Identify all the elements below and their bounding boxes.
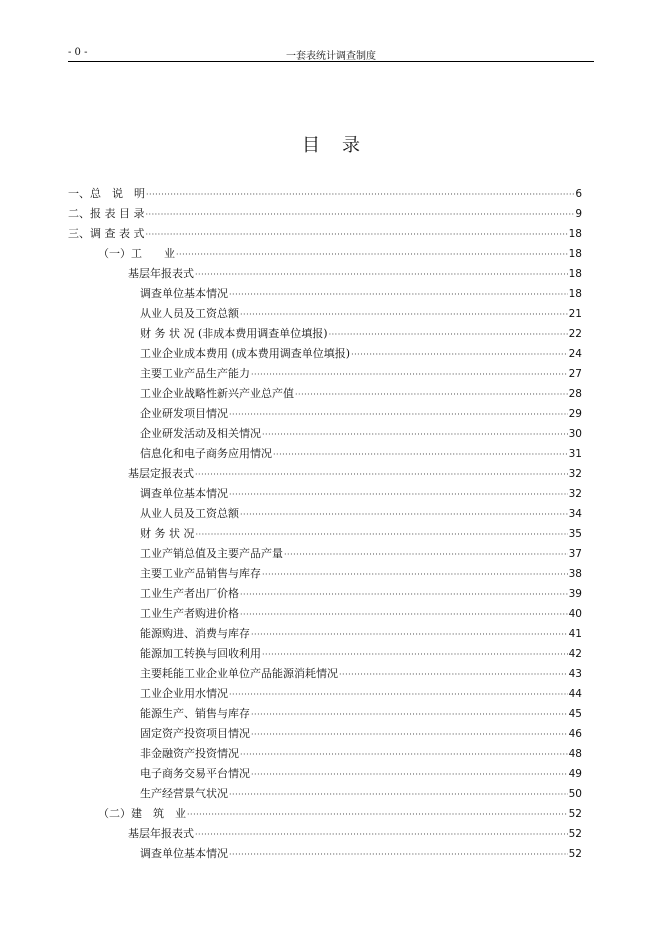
dot-leader — [262, 645, 568, 665]
toc-entry[interactable] — [68, 644, 582, 664]
toc-entry-label: 基层年报表式 — [128, 267, 194, 280]
dot-leader — [262, 425, 568, 445]
toc-entry-page: 18 — [568, 268, 582, 280]
toc-entry-page: 18 — [568, 248, 582, 260]
toc-entry[interactable] — [68, 224, 582, 244]
toc-entry-page: 18 — [568, 288, 582, 300]
toc-entry[interactable] — [68, 524, 582, 544]
dot-leader — [229, 405, 568, 425]
toc-entry[interactable] — [68, 604, 582, 624]
dot-leader — [240, 605, 568, 625]
dot-leader — [351, 345, 568, 365]
toc-entry-page: 52 — [568, 808, 582, 820]
toc-entry-label: 基层年报表式 — [128, 827, 194, 840]
dot-leader — [251, 705, 568, 725]
toc-title: 目录 — [302, 135, 382, 156]
dot-leader — [295, 385, 568, 405]
toc-entry-label: 二、报 表 目 录 — [68, 207, 145, 220]
toc-entry-page: 40 — [568, 608, 582, 620]
toc-entry[interactable] — [68, 624, 582, 644]
toc-entry-page: 50 — [568, 788, 582, 800]
toc-entry-label: 调查单位基本情况 — [140, 287, 228, 300]
toc-entry[interactable] — [68, 444, 582, 464]
toc-entry-label: 一、总 说 明 — [68, 187, 145, 200]
toc-entry[interactable] — [68, 184, 582, 204]
toc-entry-page: 48 — [568, 748, 582, 760]
toc-entry-page: 42 — [568, 648, 582, 660]
dot-leader — [146, 185, 574, 205]
toc-entry-page: 52 — [568, 828, 582, 840]
toc-entry-label: 调查单位基本情况 — [140, 847, 228, 860]
toc-entry[interactable] — [68, 704, 582, 724]
toc-entry-page: 38 — [568, 568, 582, 580]
toc-entry-page: 49 — [568, 768, 582, 780]
dot-leader — [146, 205, 575, 225]
toc-entry-page: 32 — [568, 488, 582, 500]
toc-entry[interactable] — [68, 684, 582, 704]
toc-entry[interactable] — [68, 304, 582, 324]
toc-entry-page: 30 — [568, 428, 582, 440]
toc-entry-page: 45 — [568, 708, 582, 720]
toc-entry[interactable] — [68, 284, 582, 304]
toc-entry[interactable] — [68, 544, 582, 564]
toc-entry-label: 财 务 状 况 (非成本费用调查单位填报) — [140, 327, 328, 340]
dot-leader — [229, 845, 568, 865]
toc-entry-label: 调查单位基本情况 — [140, 487, 228, 500]
toc-entry-label: 能源购进、消费与库存 — [140, 627, 250, 640]
toc-entry-page: 41 — [568, 628, 582, 640]
toc-entry-page: 44 — [568, 688, 582, 700]
toc-entry-label: 企业研发项目情况 — [140, 407, 228, 420]
toc-entry-page: 43 — [568, 668, 582, 680]
toc-entry-label: 工业企业成本费用 (成本费用调查单位填报) — [140, 347, 351, 360]
toc-entry-page: 34 — [568, 508, 582, 520]
toc-entry[interactable] — [68, 464, 582, 484]
toc-entry-label: 工业产销总值及主要产品产量 — [140, 547, 283, 560]
toc-entry-page: 28 — [568, 388, 582, 400]
toc-entry-page: 46 — [568, 728, 582, 740]
toc-entry-label: （一）工 业 — [98, 247, 175, 260]
toc-entry-label: 财 务 状 况 — [140, 527, 195, 540]
toc-entry[interactable] — [68, 664, 582, 684]
toc-entry-label: 固定资产投资项目情况 — [140, 727, 250, 740]
toc-entry-label: 生产经营景气状况 — [140, 787, 228, 800]
toc-entry[interactable] — [68, 324, 582, 344]
toc-entry-page: 32 — [568, 468, 582, 480]
dot-leader — [196, 525, 568, 545]
toc-entry[interactable] — [68, 364, 582, 384]
toc-entry-label: 基层定报表式 — [128, 467, 194, 480]
toc-entry[interactable] — [68, 784, 582, 804]
toc-entry[interactable] — [68, 504, 582, 524]
toc-entry[interactable] — [68, 744, 582, 764]
toc-entry-label: 三、调 查 表 式 — [68, 227, 145, 240]
dot-leader — [176, 245, 568, 265]
toc-entry[interactable] — [68, 724, 582, 744]
dot-leader — [187, 805, 568, 825]
toc-entry-page: 37 — [568, 548, 582, 560]
toc-entry-page: 18 — [568, 228, 582, 240]
toc-entry[interactable] — [68, 804, 582, 824]
toc-entry[interactable] — [68, 584, 582, 604]
header-title: 一套表统计调查制度 — [286, 51, 376, 62]
toc-entry-label: 主要耗能工业企业单位产品能源消耗情况 — [140, 667, 338, 680]
toc-entry[interactable] — [68, 564, 582, 584]
dot-leader — [240, 585, 568, 605]
toc-entry-page: 31 — [568, 448, 582, 460]
dot-leader — [284, 545, 568, 565]
toc-entry-label: 企业研发活动及相关情况 — [140, 427, 261, 440]
toc-entry[interactable] — [68, 344, 582, 364]
toc-entry-page: 9 — [575, 208, 582, 220]
toc-entry-label: 能源生产、销售与库存 — [140, 707, 250, 720]
dot-leader — [273, 445, 568, 465]
table-of-contents — [68, 184, 582, 864]
toc-entry-label: 电子商务交易平台情况 — [140, 767, 250, 780]
dot-leader — [251, 725, 568, 745]
toc-entry-page: 6 — [575, 188, 582, 200]
toc-entry-label: 工业企业用水情况 — [140, 687, 228, 700]
dot-leader — [229, 685, 568, 705]
toc-entry[interactable] — [68, 764, 582, 784]
toc-entry-page: 27 — [568, 368, 582, 380]
toc-entry[interactable] — [68, 484, 582, 504]
dot-leader — [240, 305, 568, 325]
toc-entry-page: 52 — [568, 848, 582, 860]
toc-entry-label: 信息化和电子商务应用情况 — [140, 447, 272, 460]
toc-entry-page: 24 — [568, 348, 582, 360]
header-page-number: - 0 - — [68, 47, 88, 58]
toc-entry[interactable] — [68, 404, 582, 424]
toc-entry-label: （二）建 筑 业 — [98, 807, 186, 820]
toc-entry-label: 能源加工转换与回收利用 — [140, 647, 261, 660]
dot-leader — [229, 285, 568, 305]
toc-entry-page: 29 — [568, 408, 582, 420]
dot-leader — [240, 745, 568, 765]
dot-leader — [195, 265, 568, 285]
page-header — [68, 47, 594, 62]
toc-entry-label: 从业人员及工资总额 — [140, 307, 239, 320]
toc-entry-label: 工业生产者出厂价格 — [140, 587, 239, 600]
toc-entry-page: 35 — [568, 528, 582, 540]
toc-entry[interactable] — [68, 264, 582, 284]
toc-entry-label: 从业人员及工资总额 — [140, 507, 239, 520]
toc-entry-page: 22 — [568, 328, 582, 340]
dot-leader — [262, 565, 568, 585]
dot-leader — [195, 825, 568, 845]
dot-leader — [146, 225, 568, 245]
toc-entry[interactable] — [68, 384, 582, 404]
toc-entry[interactable] — [68, 844, 582, 864]
toc-entry-label: 工业企业战略性新兴产业总产值 — [140, 387, 294, 400]
dot-leader — [229, 785, 568, 805]
dot-leader — [229, 485, 568, 505]
toc-entry[interactable] — [68, 824, 582, 844]
toc-entry-label: 主要工业产品销售与库存 — [140, 567, 261, 580]
dot-leader — [251, 765, 568, 785]
toc-entry-page: 39 — [568, 588, 582, 600]
dot-leader — [251, 625, 568, 645]
toc-entry-page: 21 — [568, 308, 582, 320]
dot-leader — [251, 365, 568, 385]
toc-entry-label: 主要工业产品生产能力 — [140, 367, 250, 380]
toc-entry-label: 工业生产者购进价格 — [140, 607, 239, 620]
dot-leader — [240, 505, 568, 525]
toc-entry-label: 非金融资产投资情况 — [140, 747, 239, 760]
toc-entry[interactable] — [68, 204, 582, 224]
dot-leader — [339, 665, 568, 685]
toc-entry[interactable] — [68, 424, 582, 444]
dot-leader — [329, 325, 568, 345]
dot-leader — [195, 465, 568, 485]
toc-entry[interactable] — [68, 244, 582, 264]
